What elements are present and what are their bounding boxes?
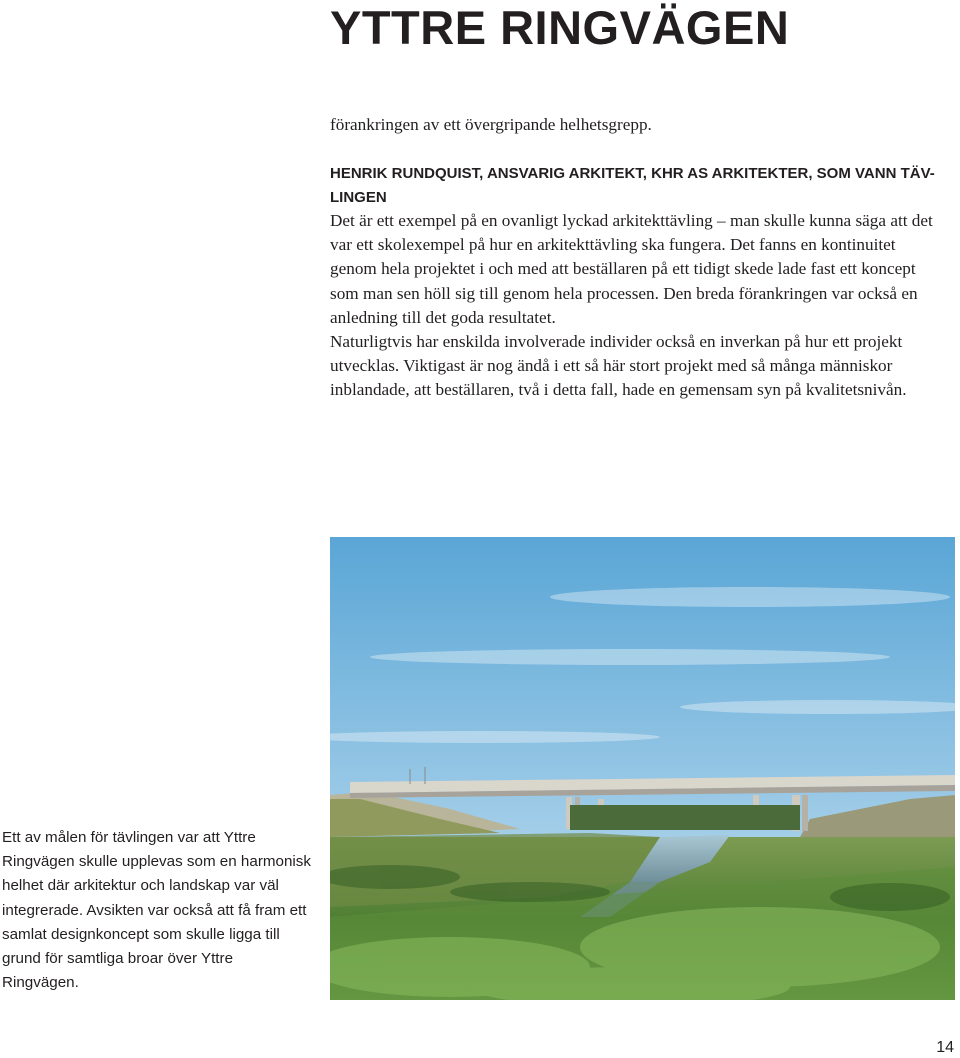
paragraph-2: Naturligtvis har enskilda involverade individer också en inverkan på hur ett projekt utvecklas. Viktigast är nog ändå i ett så här stort projekt med så många människor inblandade, att beställaren, två i detta fall, hade en gemensam syn på kvalitetsnivån. [330,332,907,400]
section-heading [330,162,950,210]
section-heading-line2: LINGEN [330,189,387,206]
bridge-photo [330,537,955,1000]
section-heading-line1: HENRIK RUNDQUIST, ANSVARIG ARKITEKT, KHR AS ARKITEKTER, SOM VANN TÄV- [330,165,935,182]
paragraph-1: Det är ett exempel på en ovanligt lyckad arkitekttävling – man skulle kunna säga att det var ett skolexempel på hur en arkitekttävling ska fungera. Det fanns en kontinuitet genom hela projektet i och med att beställaren på ett tidigt skede lade fast ett koncept som man sen höll sig till genom hela processen. Den breda förankringen var också en anledning till det goda resultatet. [330,211,933,327]
photo-caption: Ett av målen för tävlingen var att Yttre Ringvägen skulle upplevas som en harmonisk helhet där arkitektur och landskap var väl integrerade. Avsikten var också att få fram ett samlat designkoncept som skulle ligga till grund för samtliga broar över Yttre Ringvägen. [2,829,311,992]
body-text [330,209,942,403]
intro-text: förankringen av ett övergripande helhetsgrepp. [330,115,652,134]
distant-trees [570,805,800,830]
page-number: 14 [936,1039,954,1056]
page-title: YTTRE RINGVÄGEN [330,1,790,54]
